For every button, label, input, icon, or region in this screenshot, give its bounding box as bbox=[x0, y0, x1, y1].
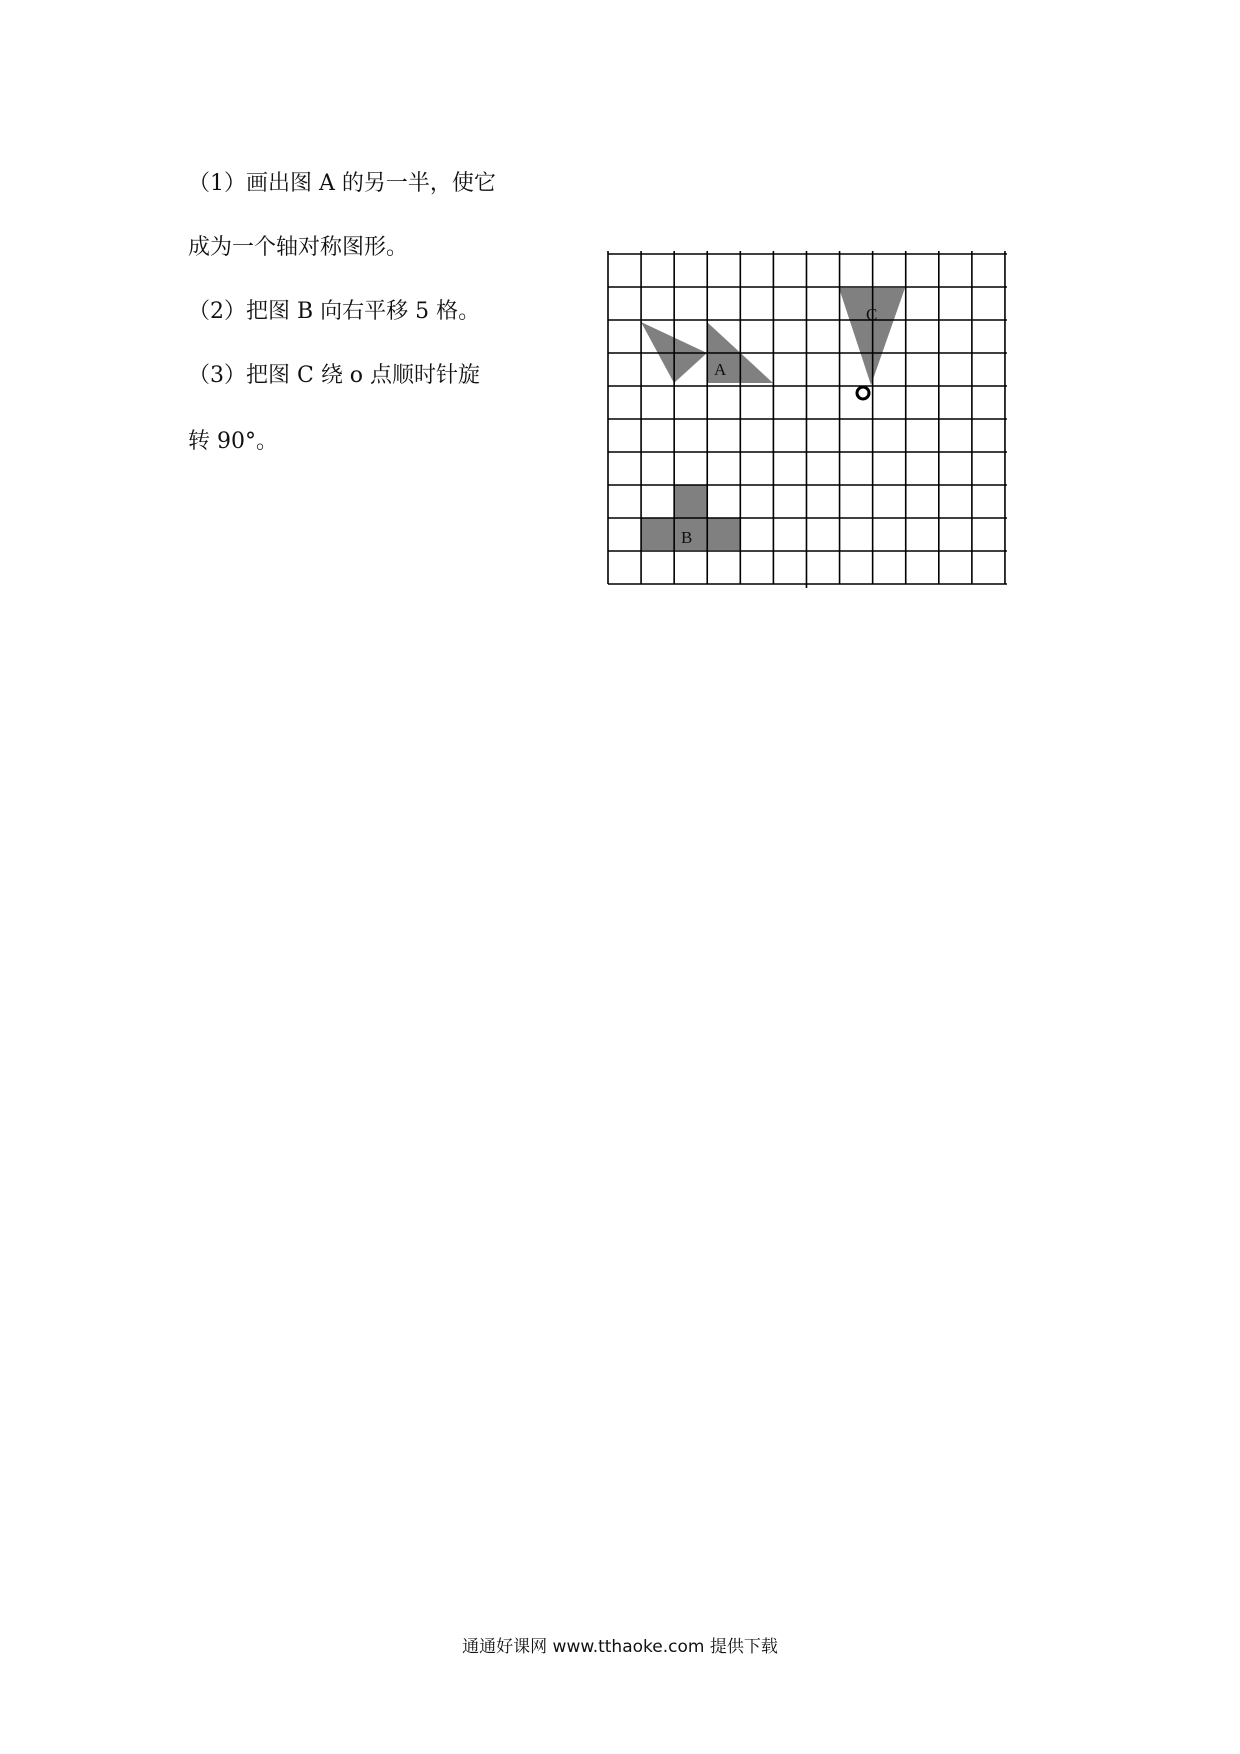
footer-text: 通通好课网 www.tthaoke.com 提供下载 bbox=[462, 1637, 778, 1657]
pivot-point-o bbox=[857, 387, 869, 399]
instruction-3-line-2: 转 90°。 bbox=[188, 429, 278, 454]
instruction-1-line-2: 成为一个轴对称图形。 bbox=[188, 235, 409, 260]
label-a: A bbox=[714, 360, 727, 379]
shape-b-top bbox=[674, 485, 707, 518]
label-c: C bbox=[866, 305, 878, 324]
instruction-3-line-1: （3）把图 C 绕 o 点顺时针旋 bbox=[188, 363, 481, 388]
label-b: B bbox=[681, 528, 693, 547]
instruction-2: （2）把图 B 向右平移 5 格。 bbox=[188, 299, 481, 324]
instruction-1-line-1: （1）画出图 A 的另一半，使它 bbox=[188, 171, 496, 196]
